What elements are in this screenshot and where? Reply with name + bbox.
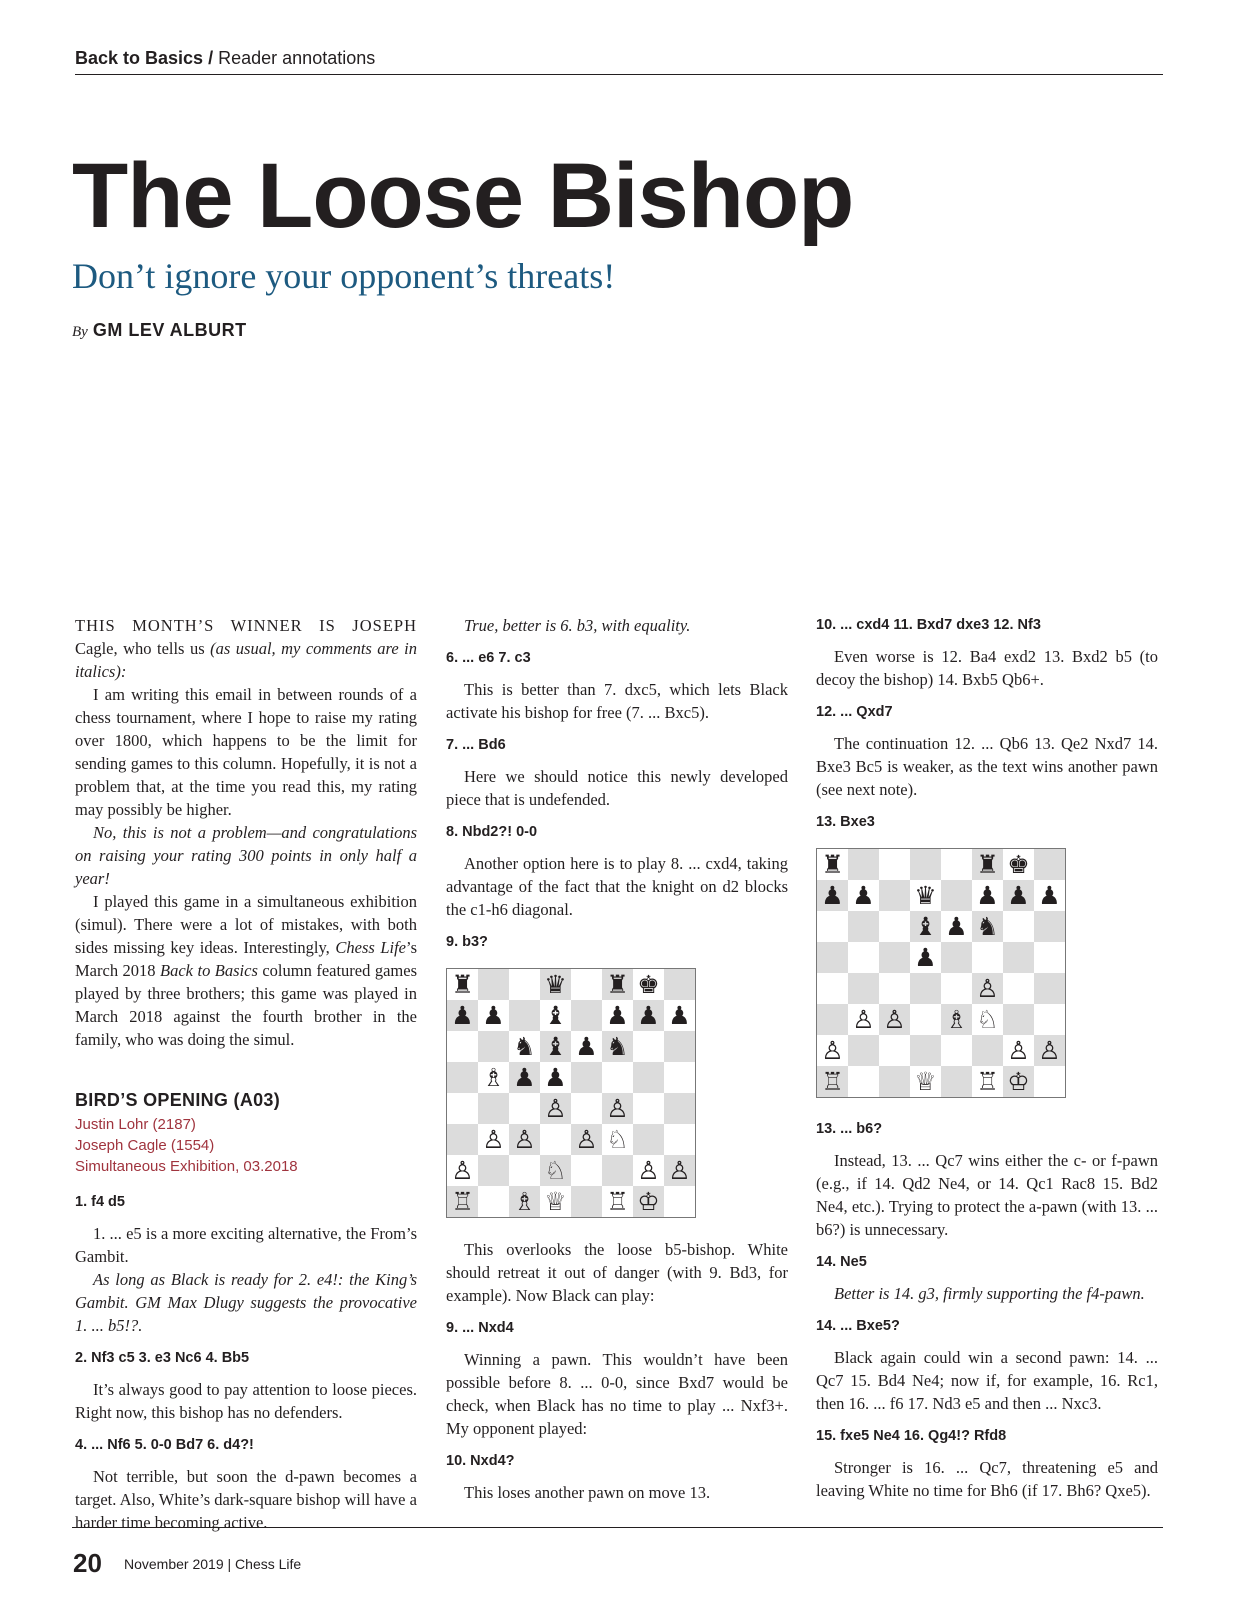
board-square <box>941 1066 972 1097</box>
board-square <box>602 1124 633 1155</box>
board-square <box>571 1186 602 1217</box>
white-pawn-icon: ♙ <box>1007 1036 1030 1065</box>
board-square <box>664 1093 695 1124</box>
board-square <box>848 911 879 942</box>
white-knight-icon: ♘ <box>544 1156 567 1185</box>
board-square <box>664 969 695 1000</box>
board-square <box>478 1155 509 1186</box>
black-pawn-icon: ♟ <box>482 1001 505 1030</box>
board-square <box>540 1155 571 1186</box>
white-pawn-icon: ♙ <box>606 1094 629 1123</box>
board-square <box>633 1124 664 1155</box>
board-square <box>602 1186 633 1217</box>
board-square <box>478 1031 509 1062</box>
board-square <box>633 969 664 1000</box>
article-title: The Loose Bishop <box>72 145 854 247</box>
black-queen-icon: ♛ <box>914 881 937 910</box>
header-separator: / <box>208 48 214 68</box>
white-pawn-icon: ♙ <box>544 1094 567 1123</box>
board-square <box>664 1186 695 1217</box>
black-bishop-icon: ♝ <box>544 1001 567 1030</box>
white-pawn-icon: ♙ <box>1038 1036 1061 1065</box>
byline-by: By <box>72 324 88 340</box>
board-square <box>447 1124 478 1155</box>
board-square <box>879 880 910 911</box>
board-square <box>509 1093 540 1124</box>
board-square <box>879 911 910 942</box>
board-square <box>972 1066 1003 1097</box>
move-line: 15. fxe5 Ne4 16. Qg4!? Rfd8 <box>816 1428 1007 1444</box>
move-line: 10. Nxd4? <box>446 1453 515 1469</box>
board-square <box>602 969 633 1000</box>
board-square <box>972 880 1003 911</box>
board-square <box>848 880 879 911</box>
board-square <box>879 1004 910 1035</box>
board-square <box>478 1186 509 1217</box>
editor-comment: Better is 14. g3, firmly supporting the f4-pawn. <box>834 1284 1145 1303</box>
board-square <box>972 849 1003 880</box>
black-pawn-icon: ♟ <box>976 881 999 910</box>
annotation: Even worse is 12. Ba4 exd2 13. Bxd2 b5 (to decoy the bishop) 14. Bxb5 Qb6+. <box>816 647 1158 689</box>
board-square <box>509 969 540 1000</box>
white-knight-icon: ♘ <box>976 1005 999 1034</box>
footer-separator: | <box>227 1556 232 1572</box>
black-knight-icon: ♞ <box>976 912 999 941</box>
white-player: Justin Lohr (2187) <box>75 1116 196 1133</box>
annotation: It’s always good to pay attention to loose pieces. Right now, this bishop has no defenders. <box>75 1380 417 1422</box>
board-square <box>447 1155 478 1186</box>
white-pawn-icon: ♙ <box>821 1036 844 1065</box>
board-square <box>879 1035 910 1066</box>
board-square <box>571 969 602 1000</box>
move-line: 6. ... e6 7. c3 <box>446 650 531 666</box>
white-pawn-icon: ♙ <box>637 1156 660 1185</box>
board-square <box>879 973 910 1004</box>
board-square <box>509 1124 540 1155</box>
black-knight-icon: ♞ <box>606 1032 629 1061</box>
annotation: Instead, 13. ... Qc7 wins either the c- or f-pawn (e.g., if 14. Qd2 Ne4, or 14. Qc1 Rac8 15. Bd2 Ne4, etc.). Trying to protect the a-pawn (with 13. ... b6?) is unnecessary. <box>816 1151 1158 1239</box>
board-square <box>941 1004 972 1035</box>
board-square <box>540 1000 571 1031</box>
paragraph: I am writing this email in between rounds of a chess tournament, where I hope to raise my rating over 1800, which happens to be the limit for sending games to this column. Hopefully, it is not a problem that, at the time you read this, my rating may possibly be higher. <box>75 685 417 819</box>
board-square <box>910 1004 941 1035</box>
board-square <box>1034 911 1065 942</box>
annotation: This is better than 7. dxc5, which lets Black activate his bishop for free (7. ... Bxc5). <box>446 680 788 722</box>
board-square <box>941 911 972 942</box>
article-subtitle: Don’t ignore your opponent’s threats! <box>72 256 616 296</box>
board-square <box>1003 911 1034 942</box>
board-square <box>664 1031 695 1062</box>
board-square <box>941 973 972 1004</box>
board-square <box>1034 1004 1065 1035</box>
white-pawn-icon: ♙ <box>852 1005 875 1034</box>
board-square <box>664 1124 695 1155</box>
chess-diagram-after-13-bxe3 <box>816 848 1066 1098</box>
move-line: 14. Ne5 <box>816 1254 867 1270</box>
board-square <box>879 849 910 880</box>
white-bishop-icon: ♗ <box>482 1063 505 1092</box>
board-square <box>848 1066 879 1097</box>
white-bishop-icon: ♗ <box>945 1005 968 1034</box>
move-line: 1. f4 d5 <box>75 1194 125 1210</box>
board-square <box>602 1062 633 1093</box>
board-square <box>540 1124 571 1155</box>
editor-comment: As long as Black is ready for 2. e4!: the King’s Gambit. GM Max Dlugy suggests the provocative 1. ... b5!?. <box>75 1270 417 1335</box>
board-square <box>633 1155 664 1186</box>
subsection-name: Reader annotations <box>218 48 376 68</box>
chess-diagram-after-9-b3 <box>446 968 696 1218</box>
black-king-icon: ♚ <box>637 970 660 999</box>
paragraph: I played this game in a simultaneous exhibition (simul). There were a lot of mistakes, with both sides missing key ideas. Interestingly, Chess Life’s March 2018 Back to Basics column featured games played by three brothers; this game was played in March 2018 against the fourth brother in the family, who was doing the simul. <box>75 892 418 1049</box>
black-pawn-icon: ♟ <box>451 1001 474 1030</box>
black-pawn-icon: ♟ <box>544 1063 567 1092</box>
board-square <box>848 1004 879 1035</box>
annotation: Here we should notice this newly developed piece that is undefended. <box>446 767 788 809</box>
board-square <box>817 880 848 911</box>
event-name: Simultaneous Exhibition, 03.2018 <box>75 1158 298 1175</box>
board-square <box>633 1186 664 1217</box>
board-square <box>478 1124 509 1155</box>
board-square <box>817 849 848 880</box>
byline <box>72 320 247 341</box>
white-rook-icon: ♖ <box>976 1067 999 1096</box>
board-square <box>571 1093 602 1124</box>
board-square <box>879 1066 910 1097</box>
board-square <box>664 1000 695 1031</box>
annotation: This loses another pawn on move 13. <box>464 1483 711 1502</box>
author-name: GM LEV ALBURT <box>92 320 247 340</box>
board-square <box>848 849 879 880</box>
board-square <box>478 1062 509 1093</box>
board-square <box>447 1031 478 1062</box>
board-square <box>910 911 941 942</box>
move-line: 8. Nbd2?! 0-0 <box>446 824 538 840</box>
board-square <box>817 942 848 973</box>
annotation: Not terrible, but soon the d-pawn becomes a target. Also, White’s dark-square bishop will have a harder time becoming active. <box>75 1467 417 1532</box>
board-square <box>633 1000 664 1031</box>
board-square <box>509 1031 540 1062</box>
white-pawn-icon: ♙ <box>575 1125 598 1154</box>
move-line: 10. ... cxd4 11. Bxd7 dxe3 12. Nf3 <box>816 617 1041 633</box>
board-square <box>972 911 1003 942</box>
black-queen-icon: ♛ <box>544 970 567 999</box>
board-square <box>509 1000 540 1031</box>
board-square <box>509 1155 540 1186</box>
section-name: Back to Basics <box>75 48 204 68</box>
annotation: This overlooks the loose b5-bishop. White should retreat it out of danger (with 9. Bd3, for example). Now Black can play: <box>446 1240 788 1305</box>
board-square <box>910 1035 941 1066</box>
board-square <box>941 849 972 880</box>
board-square <box>817 1035 848 1066</box>
black-pawn-icon: ♟ <box>668 1001 691 1030</box>
white-pawn-icon: ♙ <box>668 1156 691 1185</box>
board-square <box>540 1093 571 1124</box>
board-square <box>848 942 879 973</box>
annotation: 1. ... e5 is a more exciting alternative, the From’s Gambit. <box>75 1224 417 1266</box>
board-square <box>571 1000 602 1031</box>
black-bishop-icon: ♝ <box>544 1032 567 1061</box>
black-pawn-icon: ♟ <box>513 1063 536 1092</box>
white-queen-icon: ♕ <box>544 1187 567 1216</box>
black-pawn-icon: ♟ <box>821 881 844 910</box>
board-square <box>571 1155 602 1186</box>
board-square <box>540 1031 571 1062</box>
white-rook-icon: ♖ <box>821 1067 844 1096</box>
white-bishop-icon: ♗ <box>513 1187 536 1216</box>
move-line: 2. Nf3 c5 3. e3 Nc6 4. Bb5 <box>75 1350 250 1366</box>
board-square <box>941 942 972 973</box>
black-pawn-icon: ♟ <box>914 943 937 972</box>
move-line: 4. ... Nf6 5. 0-0 Bd7 6. d4?! <box>75 1437 254 1453</box>
annotation: The continuation 12. ... Qb6 13. Qe2 Nxd7 14. Bxe3 Bc5 is weaker, as the text wins another pawn (see next note). <box>816 734 1158 799</box>
board-square <box>972 1004 1003 1035</box>
board-square <box>478 1000 509 1031</box>
white-pawn-icon: ♙ <box>976 974 999 1003</box>
board-square <box>602 1093 633 1124</box>
board-square <box>1003 880 1034 911</box>
opening-heading: BIRD’S OPENING (A03) <box>75 1090 281 1110</box>
black-pawn-icon: ♟ <box>1038 881 1061 910</box>
black-knight-icon: ♞ <box>513 1032 536 1061</box>
black-pawn-icon: ♟ <box>606 1001 629 1030</box>
page-number: 20 <box>73 1548 102 1578</box>
white-pawn-icon: ♙ <box>513 1125 536 1154</box>
white-queen-icon: ♕ <box>914 1067 937 1096</box>
board-square <box>447 969 478 1000</box>
board-square <box>1003 1066 1034 1097</box>
board-square <box>910 880 941 911</box>
intro-paragraph: THIS MONTH’S WINNER IS JOSEPH Cagle, who tells us (as usual, my comments are in italics): <box>75 616 417 681</box>
black-player: Joseph Cagle (1554) <box>75 1137 215 1154</box>
board-square <box>509 1062 540 1093</box>
board-square <box>1034 973 1065 1004</box>
black-rook-icon: ♜ <box>606 970 629 999</box>
magazine-name: Chess Life <box>235 1556 302 1572</box>
column-3 <box>816 614 1158 1502</box>
board-square <box>941 880 972 911</box>
move-line: 14. ... Bxe5? <box>816 1318 900 1334</box>
annotation: Stronger is 16. ... Qc7, threatening e5 and leaving White no time for Bh6 (if 17. Bh6? Qxe5). <box>816 1458 1158 1500</box>
board-square <box>879 942 910 973</box>
white-pawn-icon: ♙ <box>482 1125 505 1154</box>
black-rook-icon: ♜ <box>976 850 999 879</box>
board-square <box>910 942 941 973</box>
board-square <box>633 1031 664 1062</box>
board-square <box>817 973 848 1004</box>
board-square <box>633 1062 664 1093</box>
board-square <box>571 1124 602 1155</box>
board-square <box>602 1000 633 1031</box>
black-rook-icon: ♜ <box>821 850 844 879</box>
board-square <box>941 1035 972 1066</box>
move-line: 9. b3? <box>446 934 488 950</box>
white-knight-icon: ♘ <box>606 1125 629 1154</box>
footer-info <box>124 1556 301 1572</box>
board-square <box>1003 1004 1034 1035</box>
white-king-icon: ♔ <box>637 1187 660 1216</box>
board-square <box>540 969 571 1000</box>
board-square <box>447 1000 478 1031</box>
board-square <box>972 973 1003 1004</box>
board-square <box>1034 849 1065 880</box>
board-square <box>571 1031 602 1062</box>
board-square <box>910 849 941 880</box>
black-pawn-icon: ♟ <box>1007 881 1030 910</box>
board-square <box>817 1066 848 1097</box>
board-square <box>540 1062 571 1093</box>
black-bishop-icon: ♝ <box>914 912 937 941</box>
annotation: Black again could win a second pawn: 14. ... Qc7 15. Bd4 Ne4; now if, for example, 16. Rc1, then 16. ... f6 17. Nd3 e5 and then ... Nxc3. <box>816 1348 1158 1413</box>
footer-rule <box>72 1527 1163 1528</box>
board-square <box>972 942 1003 973</box>
editor-comment: No, this is not a problem—and congratulations on raising your rating 300 points in only half a year! <box>75 823 417 888</box>
board-square <box>633 1093 664 1124</box>
annotation: Winning a pawn. This wouldn’t have been possible before 8. ... 0-0, since Bxd7 would be check, when Black has no time to play ... Nxf3+. My opponent played: <box>446 1350 788 1438</box>
board-square <box>848 1035 879 1066</box>
board-square <box>1034 880 1065 911</box>
move-line: 7. ... Bd6 <box>446 737 506 753</box>
board-square <box>910 1066 941 1097</box>
board-square <box>509 1186 540 1217</box>
board-square <box>447 1186 478 1217</box>
board-square <box>602 1031 633 1062</box>
board-square <box>1034 1035 1065 1066</box>
column-1 <box>75 614 417 1534</box>
white-pawn-icon: ♙ <box>883 1005 906 1034</box>
annotation: Another option here is to play 8. ... cxd4, taking advantage of the fact that the knight on d2 blocks the c1-h6 diagonal. <box>446 854 788 919</box>
move-line: 12. ... Qxd7 <box>816 704 893 720</box>
white-king-icon: ♔ <box>1007 1067 1030 1096</box>
board-square <box>478 969 509 1000</box>
white-pawn-icon: ♙ <box>451 1156 474 1185</box>
column-2 <box>446 614 788 1504</box>
move-line: 13. ... b6? <box>816 1121 883 1137</box>
board-square <box>1034 1066 1065 1097</box>
black-rook-icon: ♜ <box>451 970 474 999</box>
editor-comment: True, better is 6. b3, with equality. <box>464 616 691 635</box>
board-square <box>602 1155 633 1186</box>
running-header <box>75 48 1163 75</box>
white-rook-icon: ♖ <box>606 1187 629 1216</box>
board-square <box>972 1035 1003 1066</box>
board-square <box>664 1155 695 1186</box>
board-square <box>478 1093 509 1124</box>
black-pawn-icon: ♟ <box>945 912 968 941</box>
board-square <box>910 973 941 1004</box>
board-square <box>1003 849 1034 880</box>
board-square <box>447 1062 478 1093</box>
board-square <box>1003 942 1034 973</box>
board-square <box>1034 942 1065 973</box>
board-square <box>571 1062 602 1093</box>
black-pawn-icon: ♟ <box>852 881 875 910</box>
black-pawn-icon: ♟ <box>575 1032 598 1061</box>
white-rook-icon: ♖ <box>451 1187 474 1216</box>
board-square <box>848 973 879 1004</box>
move-line: 13. Bxe3 <box>816 814 875 830</box>
board-square <box>1003 1035 1034 1066</box>
board-square <box>447 1093 478 1124</box>
board-square <box>540 1186 571 1217</box>
issue-date: November 2019 <box>124 1556 224 1572</box>
board-square <box>1003 973 1034 1004</box>
board-square <box>817 911 848 942</box>
move-line: 9. ... Nxd4 <box>446 1320 514 1336</box>
board-square <box>664 1062 695 1093</box>
black-pawn-icon: ♟ <box>637 1001 660 1030</box>
black-king-icon: ♚ <box>1007 850 1030 879</box>
board-square <box>817 1004 848 1035</box>
